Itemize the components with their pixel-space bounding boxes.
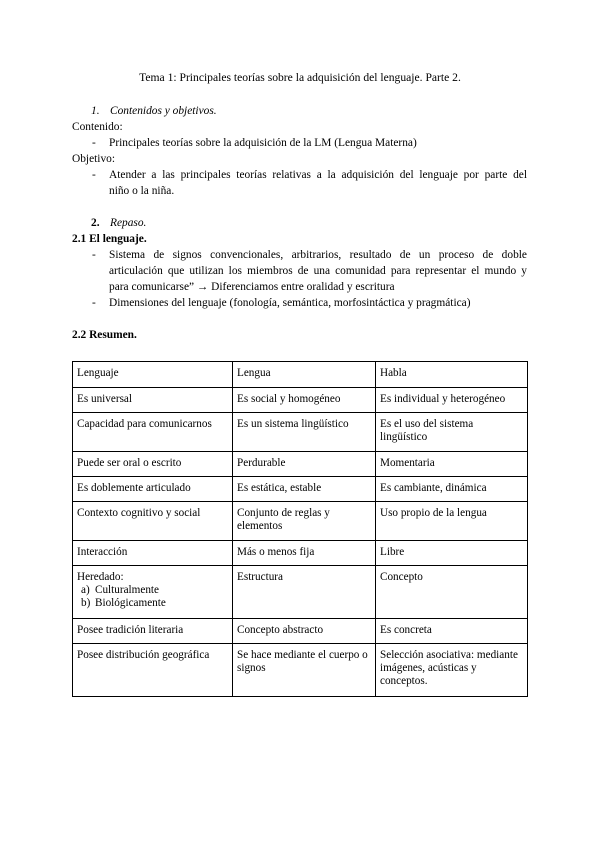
table-cell: Es universal <box>73 388 233 413</box>
header-lengua: Lengua <box>233 362 376 388</box>
definition-line-2: articulación que utilizan los miembros de una comunidad para representar el mundo y <box>109 265 527 277</box>
table-cell: Perdurable <box>233 452 376 477</box>
table-cell: Posee distribución geográfica <box>73 644 233 697</box>
table-row <box>73 477 528 502</box>
table-cell: Contexto cognitivo y social <box>73 502 233 541</box>
bullet-dash: - <box>92 249 96 261</box>
dimensions-item: Dimensiones del lenguaje (fonología, semántica, morfosintáctica y pragmática) <box>109 297 471 309</box>
sub-item-marker: b) <box>81 597 91 609</box>
table-cell: Uso propio de la lengua <box>376 502 528 541</box>
table-cell: Libre <box>376 541 528 566</box>
heredado-label: Heredado: <box>77 571 124 583</box>
table-cell: Concepto <box>376 566 528 619</box>
header-habla: Habla <box>376 362 528 388</box>
subsection-2-1-heading: 2.1 El lenguaje. <box>72 233 147 245</box>
definition-line-3: para comunicarse” → Diferenciamos entre oralidad y escritura <box>109 281 395 293</box>
table-cell: Es el uso del sistema lingüístico <box>376 413 528 452</box>
table-row <box>73 452 528 477</box>
summary-table <box>72 361 528 697</box>
table-cell: Conjunto de reglas y elementos <box>233 502 376 541</box>
table-row <box>73 502 528 541</box>
section-1-heading: Contenidos y objetivos. <box>110 105 217 117</box>
table-cell: Posee tradición literaria <box>73 619 233 644</box>
table-header-row <box>73 362 528 388</box>
definition-line-1: Sistema de signos convencionales, arbitrarios, resultado de un proceso de doble <box>109 249 527 261</box>
header-lenguaje: Lenguaje <box>73 362 233 388</box>
document-title: Tema 1: Principales teorías sobre la adquisición del lenguaje. Parte 2. <box>139 71 461 84</box>
table-cell: Concepto abstracto <box>233 619 376 644</box>
heredado-sub-item <box>77 597 228 610</box>
table-row <box>73 566 528 619</box>
table-cell: Estructura <box>233 566 376 619</box>
table-cell: Puede ser oral o escrito <box>73 452 233 477</box>
table-row <box>73 388 528 413</box>
contenido-label: Contenido: <box>72 121 123 133</box>
bullet-dash: - <box>92 137 96 149</box>
bullet-dash: - <box>92 297 96 309</box>
table-cell: Es un sistema lingüístico <box>233 413 376 452</box>
table-cell: Interacción <box>73 541 233 566</box>
subsection-2-2-heading: 2.2 Resumen. <box>72 329 137 341</box>
table-cell: Es cambiante, dinámica <box>376 477 528 502</box>
section-2-heading: Repaso. <box>110 217 147 229</box>
table-cell: Capacidad para comunicarnos <box>73 413 233 452</box>
table-row <box>73 413 528 452</box>
table-cell: Más o menos fija <box>233 541 376 566</box>
objetivo-label: Objetivo: <box>72 153 116 165</box>
heredado-sub-item <box>77 584 228 597</box>
section-2-number: 2. <box>91 217 100 229</box>
table-cell-heredado <box>73 566 233 619</box>
table-cell: Es doblemente articulado <box>73 477 233 502</box>
section-1-number: 1. <box>91 105 100 117</box>
table-cell: Es individual y heterogéneo <box>376 388 528 413</box>
sub-item-marker: a) <box>81 584 90 596</box>
table-cell: Selección asociativa: mediante imágenes, acústicas y conceptos. <box>376 644 528 697</box>
table-row <box>73 541 528 566</box>
table-cell: Es social y homogéneo <box>233 388 376 413</box>
sub-item-text: Culturalmente <box>95 584 160 596</box>
table-cell: Se hace mediante el cuerpo o signos <box>233 644 376 697</box>
table-cell: Es concreta <box>376 619 528 644</box>
objetivo-item-line-2: niño o la niña. <box>109 185 175 197</box>
table-cell: Momentaria <box>376 452 528 477</box>
sub-item-text: Biológicamente <box>95 597 166 609</box>
table-row <box>73 619 528 644</box>
bullet-dash: - <box>92 169 96 181</box>
table-row <box>73 644 528 697</box>
objetivo-item-line-1: Atender a las principales teorías relativas a la adquisición del lenguaje por parte del <box>109 169 527 181</box>
table-cell: Es estática, estable <box>233 477 376 502</box>
contenido-item: Principales teorías sobre la adquisición de la LM (Lengua Materna) <box>109 137 417 149</box>
